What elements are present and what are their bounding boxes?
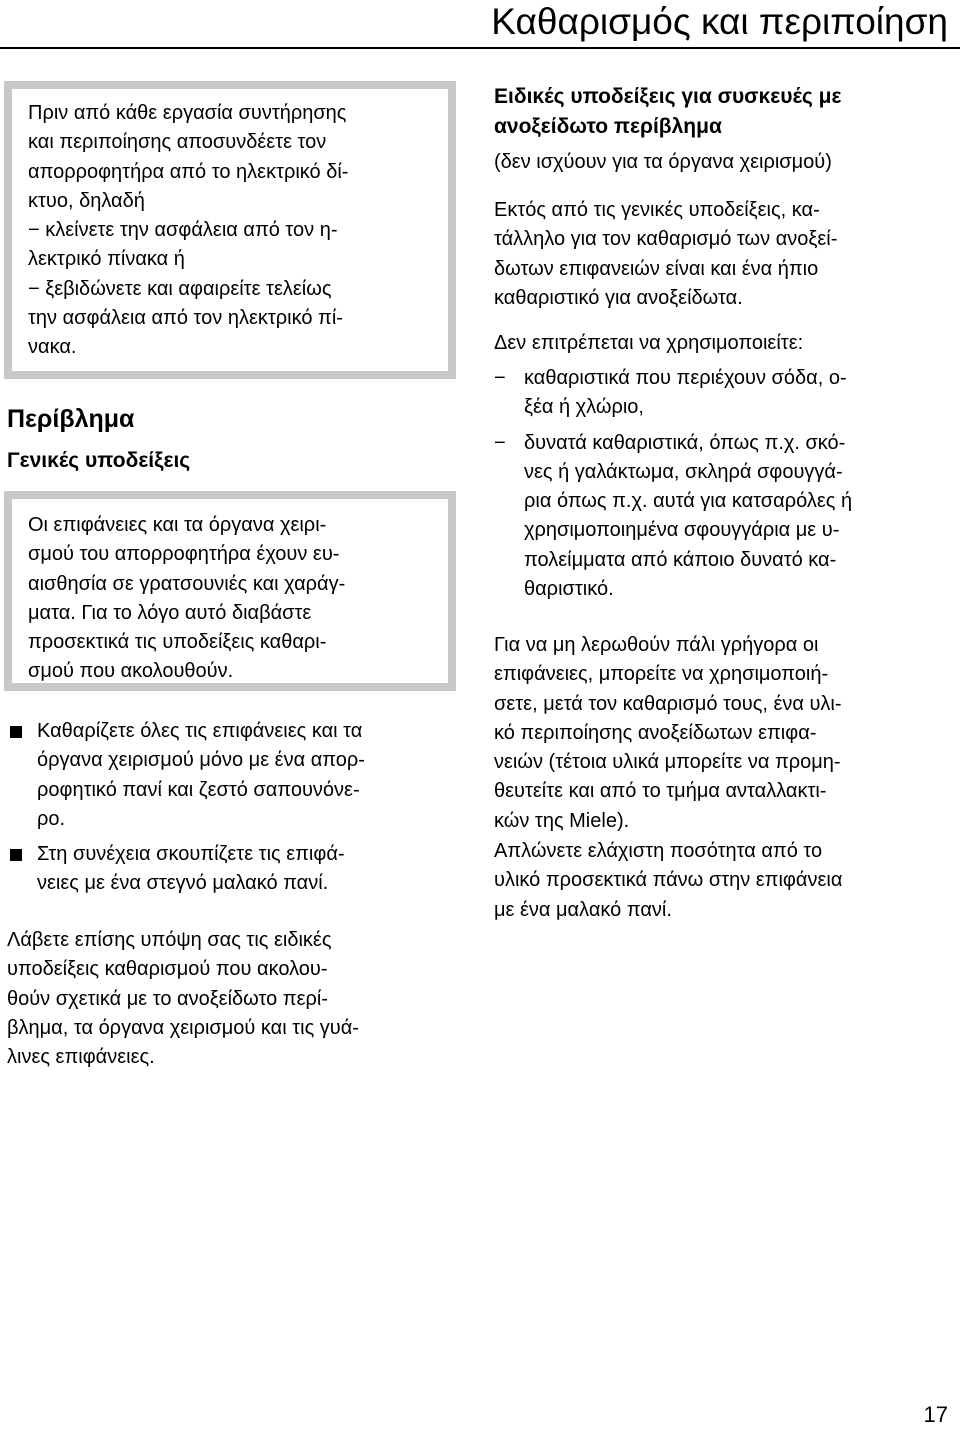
paragraph-line: Εκτός από τις γενικές υποδείξεις, κα- <box>494 199 820 221</box>
list-item-line: πολείμματα από κάποιο δυνατό κα- <box>524 548 837 571</box>
list-item-line: ροφητικό πανί και ζεστό σαπουνόνε- <box>37 778 360 801</box>
paragraph-line: λινες επιφάνειες. <box>7 1046 155 1069</box>
list-item <box>7 840 462 899</box>
paragraph-line: υλικό προσεκτικά πάνω στην επιφάνεια <box>494 869 843 892</box>
warning-line: και περιποίησης αποσυνδέετε τον <box>28 131 327 154</box>
notice-line: σμού που ακολουθούν. <box>28 660 234 683</box>
list-item <box>494 429 950 605</box>
page-header-title: Καθαρισμός και περιποίηση <box>491 1 948 42</box>
paragraph-line: με ένα μαλακό πανί. <box>494 898 672 921</box>
paragraph-line: υποδείξεις καθαρισμού που ακολου- <box>7 958 328 981</box>
warning-line: − κλείνετε την ασφάλεια από τον η- <box>28 219 338 242</box>
paragraph-line: κό περιποίησης ανοξείδωτων επιφα- <box>494 721 817 744</box>
list-item-line: όργανα χειρισμού μόνο με ένα απορ- <box>37 749 365 772</box>
note-line: (δεν ισχύουν για τα όργανα χειρισμού) <box>494 151 832 173</box>
forbidden-label-line: Δεν επιτρέπεται να χρησιμοποιείτε: <box>494 332 804 354</box>
list-item-line: ρο. <box>37 807 66 830</box>
care-product-paragraph <box>494 631 842 836</box>
list-item-line: χρησιμοποιημένα σφουγγάρια με υ- <box>524 519 840 542</box>
notice-line: προσεκτικά τις υποδείξεις καθαρι- <box>28 631 327 654</box>
general-notice-box <box>4 491 456 691</box>
heading-line: Ειδικές υποδείξεις για συσκευές με <box>494 85 842 108</box>
heading-line: ανοξείδωτο περίβλημα <box>494 115 722 138</box>
list-item-line: Στη συνέχεια σκουπίζετε τις επιφά- <box>37 843 345 866</box>
list-item-line: ρια όπως π.χ. αυτά για κατσαρόλες ή <box>524 490 853 513</box>
paragraph-line: Απλώνετε ελάχιστη ποσότητα από το <box>494 840 823 862</box>
paragraph-line: καθαριστικό για ανοξείδωτα. <box>494 286 743 309</box>
paragraph-line: θευτείτε και από το τμήμα ανταλλακτι- <box>494 780 827 803</box>
warning-line: Πριν από κάθε εργασία συντήρησης <box>28 102 347 124</box>
page-number: 17 <box>923 1402 948 1427</box>
paragraph-line: δωτων επιφανειών είναι και ένα ήπιο <box>494 257 819 280</box>
square-bullet-icon <box>10 849 22 861</box>
forbidden-list <box>494 364 950 604</box>
cleaning-steps-list <box>7 717 462 899</box>
subsection-title-general: Γενικές υποδείξεις <box>7 449 191 472</box>
warning-line: απορροφητήρα από το ηλεκτρικό δί- <box>28 160 349 183</box>
square-bullet-icon <box>10 726 22 738</box>
paragraph-line: νειών (τέτοια υλικά μπορείτε να προμη- <box>494 751 841 774</box>
safety-warning-box <box>4 81 456 379</box>
paragraph-line: επιφάνειες, μπορείτε να χρησιμοποιή- <box>494 663 829 686</box>
list-item-line: Καθαρίζετε όλες τις επιφάνειες και τα <box>37 720 363 742</box>
paragraph-line: τάλληλο για τον καθαρισμό των ανοξεί- <box>494 228 838 251</box>
header-divider <box>0 47 960 49</box>
notice-line: σμού του απορροφητήρα έχουν ευ- <box>28 543 340 566</box>
notice-line: ματα. Για το λόγο αυτό διαβάστε <box>28 601 312 624</box>
paragraph-line: Για να μη λερωθούν πάλι γρήγορα οι <box>494 634 819 656</box>
warning-line: λεκτρικό πίνακα ή <box>28 248 185 271</box>
stainless-steel-heading <box>494 82 842 142</box>
paragraph-line: Λάβετε επίσης υπόψη σας τις ειδικές <box>7 929 332 951</box>
closing-paragraph <box>7 926 467 1072</box>
section-title-housing: Περίβλημα <box>7 405 135 433</box>
list-item-line: δυνατά καθαριστικά, όπως π.χ. σκό- <box>524 431 846 454</box>
warning-line: κτυο, δηλαδή <box>28 189 145 212</box>
paragraph-line: κών της Miele). <box>494 809 630 832</box>
warning-line: την ασφάλεια από τον ηλεκτρικό πί- <box>28 307 343 330</box>
stainless-note <box>494 148 832 177</box>
paragraph-line: βλημα, τα όργανα χειρισμού και τις γυά- <box>7 1016 359 1039</box>
list-item-line: καθαριστικά που περιέχουν σόδα, ο- <box>524 367 847 389</box>
list-item-line: ξέα ή χλώριο, <box>524 396 644 419</box>
list-item-line: θαριστικό. <box>524 578 614 601</box>
list-item <box>494 364 950 423</box>
warning-line: νακα. <box>28 336 77 359</box>
forbidden-label <box>494 329 803 358</box>
dash-bullet-icon: − <box>494 367 506 389</box>
paragraph-line: σετε, μετά τον καθαρισμό τους, ένα υλι- <box>494 692 842 715</box>
stainless-intro-paragraph <box>494 196 837 313</box>
list-item <box>7 717 462 834</box>
notice-line: αισθησία σε γρατσουνιές και χαράγ- <box>28 572 346 595</box>
dash-bullet-icon: − <box>494 431 506 454</box>
notice-line: Οι επιφάνειες και τα όργανα χειρι- <box>28 514 327 536</box>
list-item-line: νειες με ένα στεγνό μαλακό πανί. <box>37 872 329 895</box>
list-item-line: νες ή γαλάκτωμα, σκληρά σφουγγά- <box>524 460 843 483</box>
warning-line: − ξεβιδώνετε και αφαιρείτε τελείως <box>28 277 332 300</box>
paragraph-line: θούν σχετικά με το ανοξείδωτο περί- <box>7 987 328 1010</box>
apply-paragraph <box>494 837 842 925</box>
